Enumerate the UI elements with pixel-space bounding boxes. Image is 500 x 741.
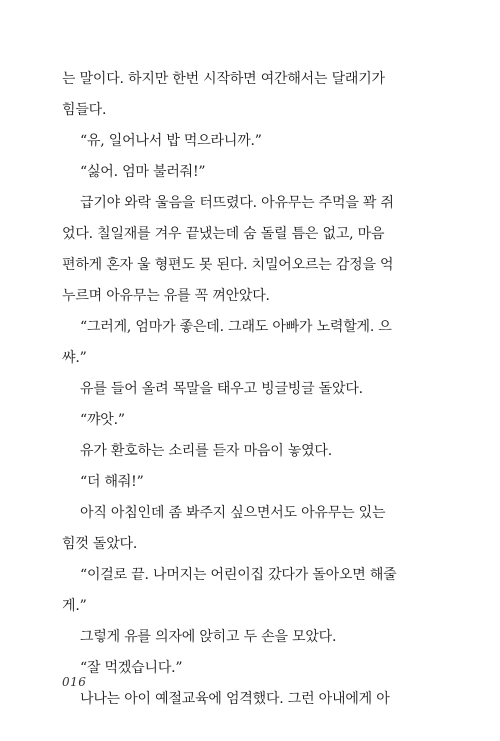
text-line: 쌰.” [62, 350, 87, 366]
text-line: 는 말이다. 하지만 한번 시작하면 여간해서는 달래기가 [62, 71, 385, 87]
text-line: 편하게 혼자 울 형편도 못 된다. 치밀어오르는 감정을 억 [62, 257, 394, 273]
text-line: 힘들다. [62, 102, 107, 118]
text-line: 유를 들어 올려 목말을 태우고 빙글빙글 돌았다. [80, 381, 363, 397]
page-number: 016 [62, 675, 87, 689]
text-line: 힘껏 돌았다. [62, 536, 138, 552]
text-line: “꺄앗.” [80, 412, 125, 428]
text-line: 유가 환호하는 소리를 듣자 마음이 놓였다. [80, 443, 333, 459]
text-line: 그렇게 유를 의자에 앉히고 두 손을 모았다. [80, 629, 337, 645]
text-line: 었다. 칠일재를 겨우 끝냈는데 숨 돌릴 틈은 없고, 마음 [62, 226, 385, 242]
text-line: 게.” [62, 598, 87, 614]
text-line: “싫어. 엄마 불러줘!” [80, 164, 206, 180]
text-line: 급기야 와락 울음을 터뜨렸다. 아유무는 주먹을 꽉 쥐 [80, 195, 394, 211]
text-line: 나나는 아이 예절교육에 엄격했다. 그런 아내에게 아 [80, 691, 390, 707]
text-line: “그러게, 엄마가 좋은데. 그래도 아빠가 노력할게. 으 [80, 319, 392, 335]
text-line: 아직 아침인데 좀 봐주지 싶으면서도 아유무는 있는 [80, 505, 386, 521]
text-line: “유, 일어나서 밥 먹으라니까.” [80, 133, 262, 149]
text-line: “더 해줘!” [80, 474, 144, 490]
text-line: “이걸로 끝. 나머지는 어린이집 갔다가 돌아오면 해줄 [80, 567, 397, 583]
text-line: “잘 먹겠습니다.” [80, 660, 183, 676]
body-text [62, 64, 397, 715]
text-line: 누르며 아유무는 유를 꼭 껴안았다. [62, 288, 270, 304]
